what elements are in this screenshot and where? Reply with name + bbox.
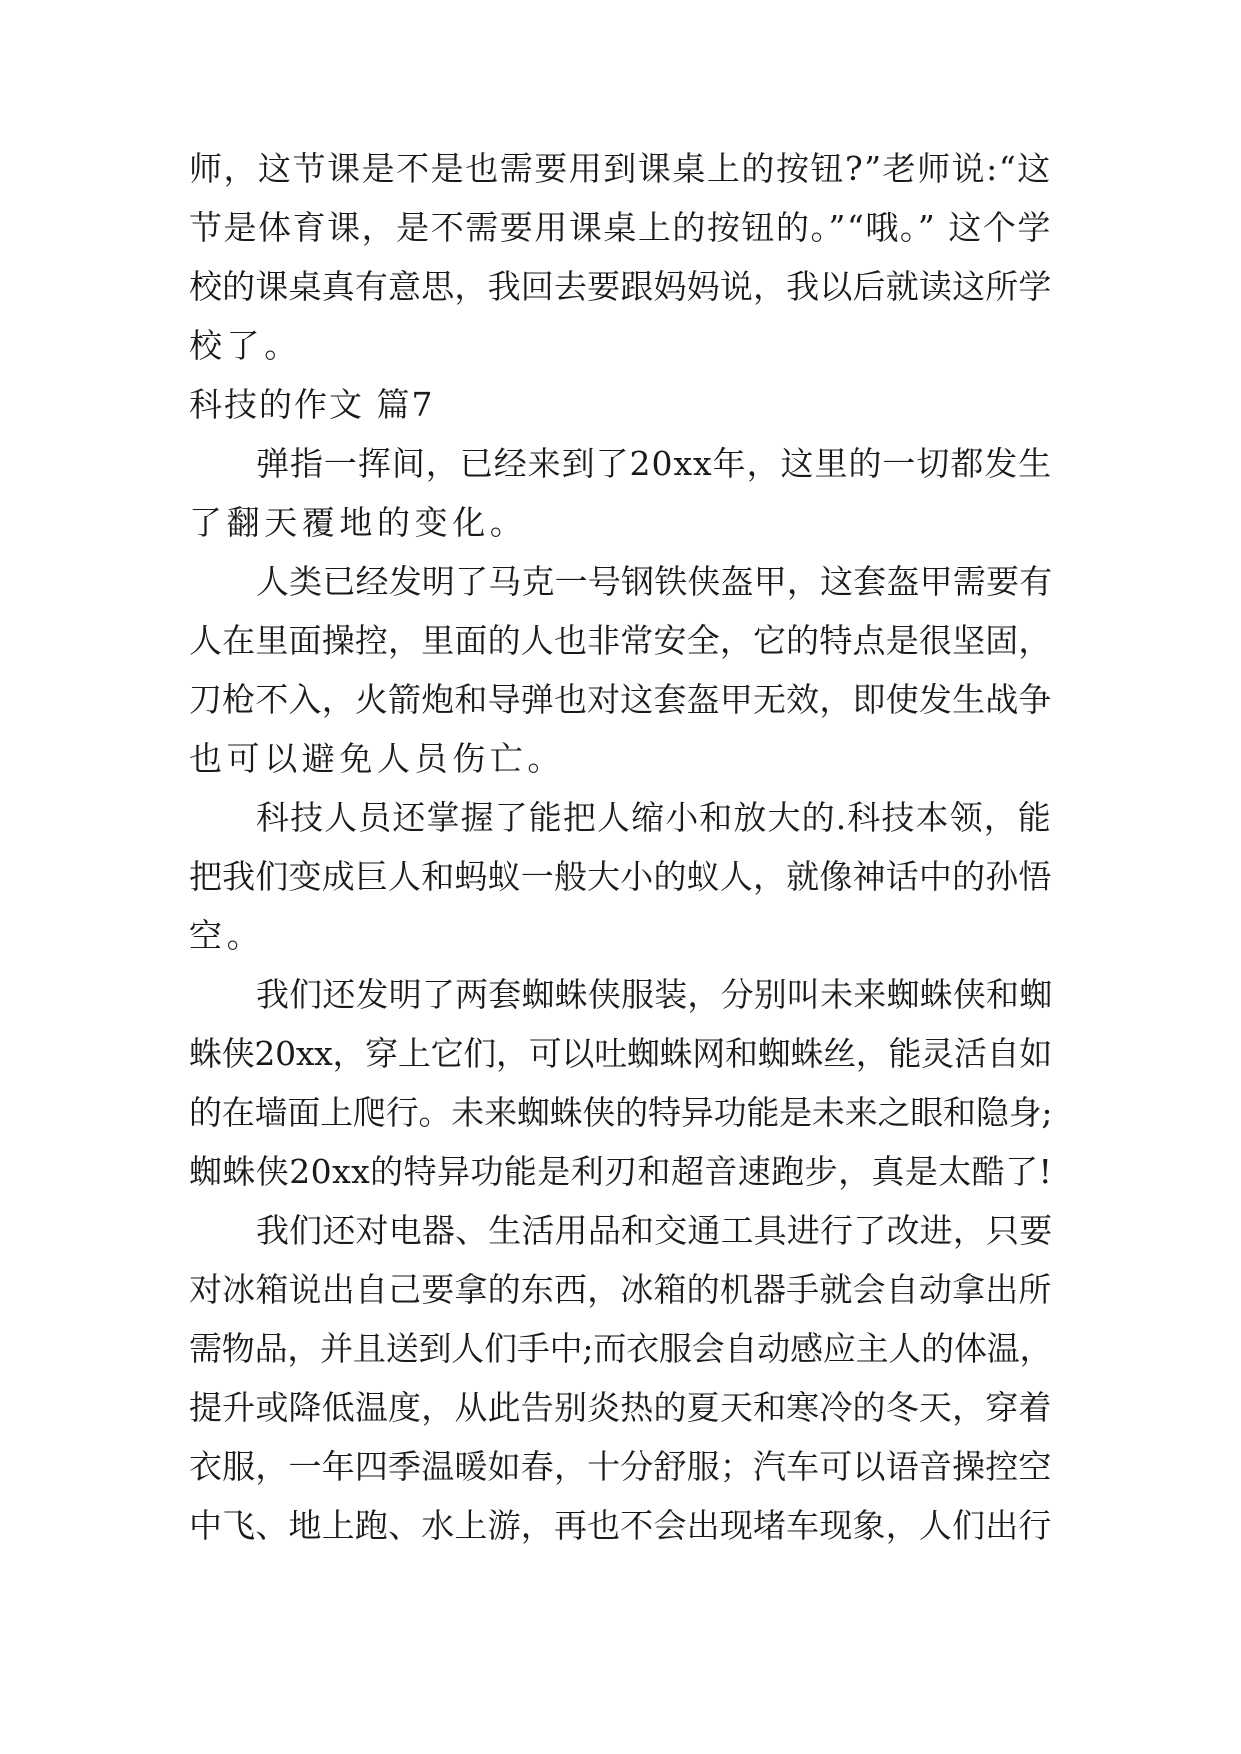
- text-line: 空。: [189, 916, 265, 955]
- text-line: 中飞、地上跑、水上游，再也不会出现堵车现象，人们出行: [189, 1506, 1052, 1545]
- text-line: 人类已经发明了马克一号钢铁侠盔甲，这套盔甲需要有: [256, 562, 1053, 601]
- text-line: 的在墙面上爬行。未来蜘蛛侠的特异功能是未来之眼和隐身;: [189, 1093, 1053, 1132]
- text-line: 蛛侠20xx，穿上它们，可以吐蜘蛛网和蜘蛛丝，能灵活自如: [189, 1034, 1053, 1073]
- text-line: 节是体育课，是不需要用课桌上的按钮的。”“哦。” 这个学: [189, 208, 1052, 247]
- text-line: 我们还对电器、生活用品和交通工具进行了改进，只要: [256, 1211, 1053, 1250]
- text-line: 弹指一挥间，已经来到了20xx年，这里的一切都发生: [256, 444, 1053, 483]
- section-heading: 科技的作文 篇7: [189, 385, 435, 424]
- text-line: 对冰箱说出自己要拿的东西，冰箱的机器手就会自动拿出所: [189, 1270, 1052, 1309]
- text-line: 校的课桌真有意思，我回去要跟妈妈说，我以后就读这所学: [189, 267, 1052, 306]
- text-line: 也可以避免人员伤亡。: [189, 739, 565, 778]
- text-line: 把我们变成巨人和蚂蚁一般大小的蚁人，就像神话中的孙悟: [189, 857, 1052, 896]
- text-line: 校了。: [189, 326, 302, 365]
- text-line: 人在里面操控，里面的人也非常安全，它的特点是很坚固，: [189, 621, 1052, 660]
- text-line: 师，这节课是不是也需要用到课桌上的按钮?”老师说:“这: [189, 149, 1052, 188]
- text-line: 刀枪不入，火箭炮和导弹也对这套盔甲无效，即使发生战争: [189, 680, 1052, 719]
- text-line: 我们还发明了两套蜘蛛侠服装，分别叫未来蜘蛛侠和蜘: [256, 975, 1053, 1014]
- text-line: 衣服，一年四季温暖如春，十分舒服；汽车可以语音操控空: [189, 1447, 1052, 1486]
- text-line: 蜘蛛侠20xx的特异功能是利刃和超音速跑步，真是太酷了!: [189, 1152, 1053, 1191]
- text-line: 了翻天覆地的变化。: [189, 503, 528, 542]
- text-line: 科技人员还掌握了能把人缩小和放大的.科技本领，能: [256, 798, 1052, 837]
- text-line: 提升或降低温度，从此告别炎热的夏天和寒冷的冬天，穿着: [189, 1388, 1052, 1427]
- text-line: 需物品，并且送到人们手中;而衣服会自动感应主人的体温，: [189, 1329, 1053, 1368]
